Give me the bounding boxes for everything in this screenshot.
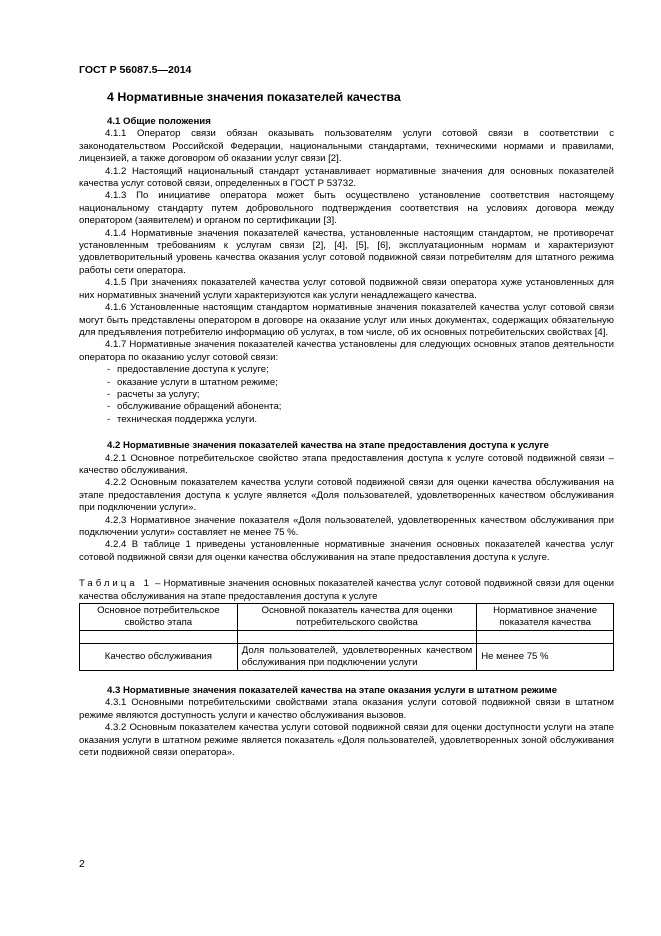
table-cell: Качество обслуживания	[80, 644, 238, 671]
table-1	[79, 603, 614, 671]
paragraph-4-2-3: 4.2.3 Нормативное значение показателя «Доля пользователей, удовлетворенных качеством обслуживания при подключении услуги» составляет не менее 75 %.	[79, 514, 614, 538]
document-body	[79, 86, 614, 759]
list-item: - предоставление доступа к услуге;	[107, 364, 614, 376]
stages-list	[79, 364, 614, 426]
list-item: - обслуживание обращений абонента;	[107, 401, 614, 413]
table-header-cell: Основное потребительское свойство этапа	[80, 604, 238, 631]
table-row	[80, 644, 614, 671]
section-4-title: 4 Нормативные значения показателей качества	[107, 90, 401, 104]
subsection-4-1-title: 4.1 Общие положения	[107, 116, 211, 127]
subsection-4-3-title: 4.3 Нормативные значения показателей качества на этапе оказания услуги в штатном режиме	[107, 685, 558, 697]
list-item: - техническая поддержка услуги.	[107, 414, 614, 426]
table-spacer-cell	[80, 631, 238, 644]
list-item: - оказание услуги в штатном режиме;	[107, 377, 614, 389]
paragraph-4-1-2: 4.1.2 Настоящий национальный стандарт устанавливает нормативные значения для основных показателей качества услуг сотовой связи, определенных в ГОСТ Р 53732.	[79, 165, 614, 190]
paragraph-4-3-2: 4.3.2 Основным показателем качества услуги сотовой подвижной связи для оценки доступности услуги на этапе оказания услуги в штатном режиме является показатель «Доля пользователей, удовлетворенных зоной обслуживания сети подвижной связи оператора».	[79, 722, 614, 759]
table-header-cell: Основной показатель качества для оценки потребительского свойства	[237, 604, 476, 631]
table-cell: Не менее 75 %	[477, 644, 614, 671]
paragraph-4-1-3: 4.1.3 По инициативе оператора может быть осуществлено установление соответствия настоящему национальному стандарту путем добровольного подтверждения соответствия на условиях договора между оператором (заявителем) и органом по сертификации [3].	[79, 190, 614, 227]
page-number: 2	[79, 858, 85, 870]
paragraph-4-1-1: 4.1.1 Оператор связи обязан оказывать пользователям услуги сотовой связи в соответствии с законодательством Российской Федерации, национальными стандартами, техническими нормами и правилами, лицензией, а также договором об оказании услуг связи [2].	[79, 128, 614, 165]
table-spacer-cell	[237, 631, 476, 644]
paragraph-4-3-1: 4.3.1 Основными потребительскими свойствами этапа оказания услуги сотовой подвижной связи в штатном режиме являются доступность услуги и качество обслуживания вызовов.	[79, 697, 614, 721]
paragraph-4-1-4: 4.1.4 Нормативные значения показателей качества, установленные настоящим стандартом, не противоречат установленным требованиям к услугам связи [2], [4], [5], [6], эксплуатационным нормам и характеризуют удовлетворительный уровень качества оказания услуг сотовой подвижной связи потребителям для штатного режима работы сети оператора.	[79, 227, 614, 276]
list-item: - расчеты за услугу;	[107, 389, 614, 401]
subsection-4-2-title: 4.2 Нормативные значения показателей качества на этапе предоставления доступа к услуге	[107, 440, 549, 452]
standard-header: ГОСТ Р 56087.5—2014	[79, 64, 192, 76]
table-header-row	[80, 604, 614, 631]
table-1-caption-text: – Нормативные значения основных показателей качества услуг сотовой подвижной связи для оценки качества обслуживания на этапе предоставления доступа к услуге	[79, 578, 614, 602]
paragraph-4-1-7: 4.1.7 Нормативные значения показателей качества установлены для следующих основных этапов деятельности оператора по оказанию услуг сотовой связи:	[79, 339, 614, 363]
table-spacer-cell	[477, 631, 614, 644]
table-header-cell: Нормативное значение показателя качества	[477, 604, 614, 631]
paragraph-4-2-2: 4.2.2 Основным показателем качества услуги сотовой подвижной связи для оценки качества обслуживания на этапе предоставления доступа к услуге является «Доля пользователей, удовлетворенных качеством обслуживания при подключении услуги».	[79, 477, 614, 514]
table-1-label: Таблица 1	[79, 578, 153, 590]
table-1-caption	[79, 578, 614, 603]
table-spacer-row	[80, 631, 614, 644]
table-cell: Доля пользователей, удовлетворенных качеством обслуживания при подключении услуги	[237, 644, 476, 671]
paragraph-4-2-1: 4.2.1 Основное потребительское свойство этапа предоставления доступа к услуге сотовой подвижной связи – качество обслуживания.	[79, 452, 614, 476]
paragraph-4-2-4: 4.2.4 В таблице 1 приведены установленные нормативные значения основных показателей качества услуг сотовой подвижной связи для оценки качества обслуживания на этапе предоставления доступа к услуге.	[79, 539, 614, 563]
paragraph-4-1-5: 4.1.5 При значениях показателей качества услуг сотовой подвижной связи оператора хуже установленных для них нормативных значений услуги характеризуются как услуги ненадлежащего качества.	[79, 277, 614, 301]
paragraph-4-1-6: 4.1.6 Установленные настоящим стандартом нормативные значения показателей качества услуг сотовой связи могут быть представлены оператором в договоре на оказание услуг или иных документах, содержащих обязательную для предъявления потребителю информацию об услугах, в том числе, об их основных потребительских свойствах [4].	[79, 302, 614, 338]
